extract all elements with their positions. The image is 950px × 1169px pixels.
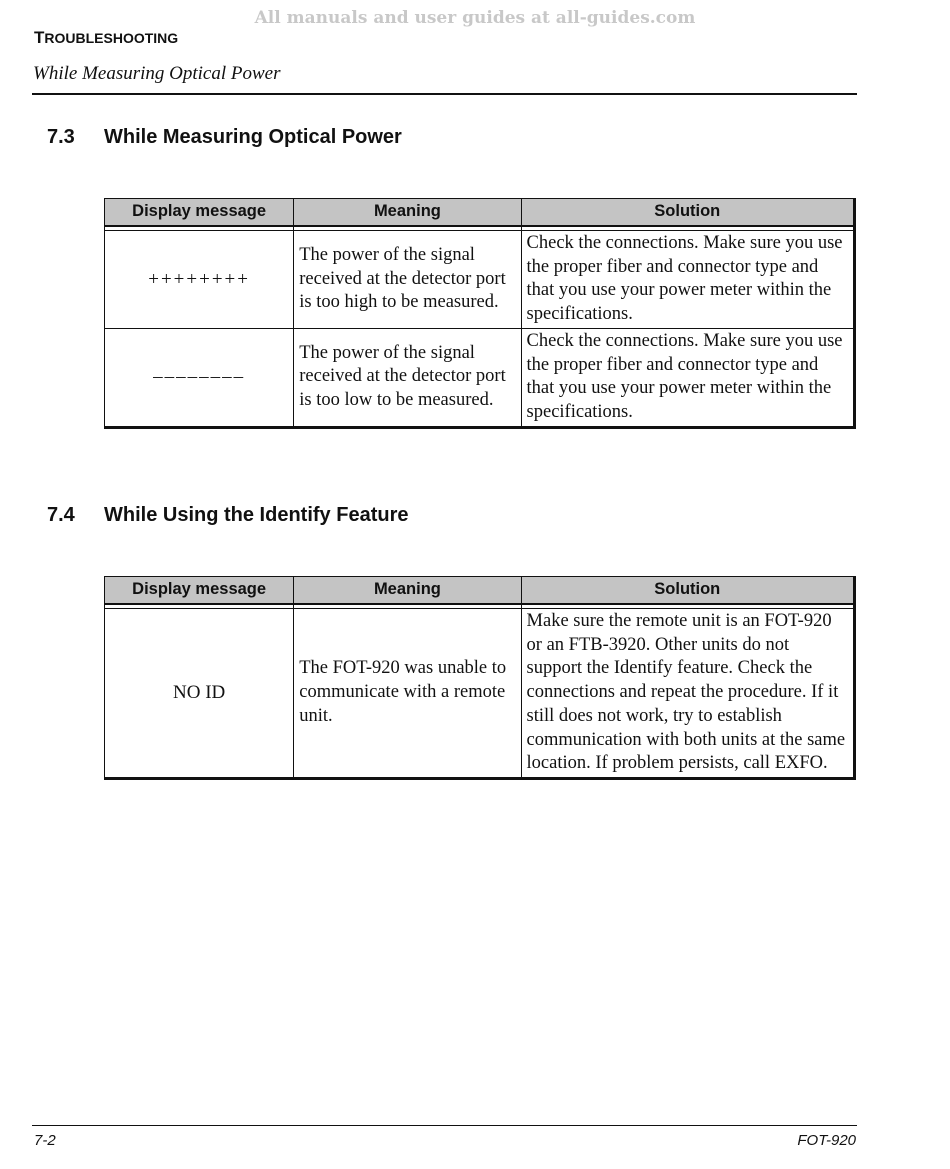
- section-heading-7-4: [47, 504, 408, 527]
- footer-rule: [32, 1125, 857, 1126]
- chapter-title-initial: T: [34, 28, 45, 47]
- chapter-title: [34, 28, 178, 48]
- display-message-cell: NO ID: [105, 609, 294, 779]
- table-row: [105, 609, 855, 779]
- solution-cell: Check the connections. Make sure you use the proper fiber and connector type and that you use your power meter within the specifications.: [521, 231, 854, 329]
- meaning-cell: The FOT-920 was unable to communicate with a remote unit.: [294, 609, 521, 779]
- column-header-meaning: Meaning: [294, 577, 521, 605]
- column-header-display-message: Display message: [105, 577, 294, 605]
- display-message-cell: ++++++++: [105, 231, 294, 329]
- table-row: [105, 231, 855, 329]
- section-heading-7-3: [47, 126, 402, 149]
- meaning-cell: The power of the signal received at the detector port is too high to be measured.: [294, 231, 521, 329]
- table-optical-power: [104, 198, 856, 429]
- column-header-solution: Solution: [521, 577, 854, 605]
- table-identify-feature: [104, 576, 856, 780]
- column-header-meaning: Meaning: [294, 199, 521, 227]
- column-header-solution: Solution: [521, 199, 854, 227]
- solution-cell: Make sure the remote unit is an FOT-920 or an FTB-3920. Other units do not support the Identify feature. Check the connections and repeat the procedure. If it still does not work, try to establish communication with both units at the same location. If problem persists, call EXFO.: [521, 609, 854, 779]
- table-row: [105, 328, 855, 427]
- product-name: FOT-920: [797, 1132, 856, 1149]
- header-rule: [32, 93, 857, 95]
- column-header-display-message: Display message: [105, 199, 294, 227]
- watermark: All manuals and user guides at all-guides.com: [254, 8, 696, 28]
- solution-cell: Check the connections. Make sure you use the proper fiber and connector type and that you use your power meter within the specifications.: [521, 328, 854, 427]
- section-title: While Measuring Optical Power: [104, 126, 402, 148]
- display-message-cell: ––––––––: [105, 328, 294, 427]
- section-number: 7.4: [47, 504, 75, 526]
- page-number: 7-2: [34, 1132, 56, 1149]
- section-title: While Using the Identify Feature: [104, 504, 409, 526]
- chapter-title-rest: ROUBLESHOOTING: [44, 30, 179, 46]
- section-number: 7.3: [47, 126, 75, 148]
- meaning-cell: The power of the signal received at the detector port is too low to be measured.: [294, 328, 521, 427]
- running-title: While Measuring Optical Power: [33, 63, 281, 84]
